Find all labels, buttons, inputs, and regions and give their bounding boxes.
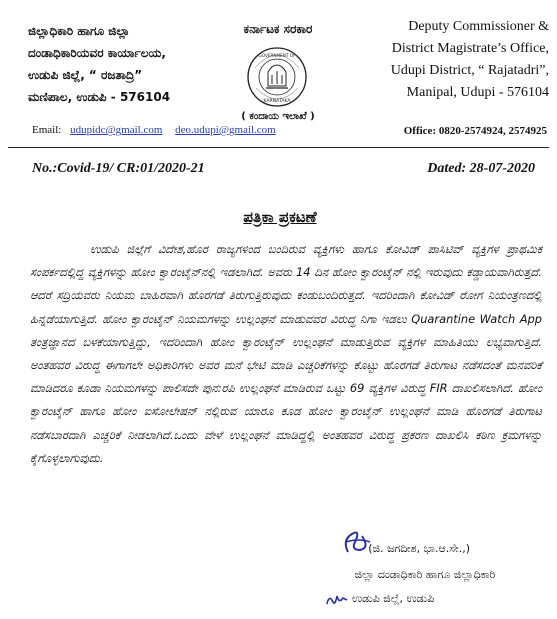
emblem-text-top: GOVERNMENT OF (258, 53, 296, 58)
header-left-line: ದಂಡಾಧಿಕಾರಿಯವರ ಕಾರ್ಯಾಲಯ, (28, 46, 166, 60)
email-link-2[interactable]: deo.udupi@gmail.com (175, 124, 276, 136)
signatory-name: (ಜಿ. ಜಗದೀಶ, ಭಾ.ಆ.ಸೇ.,) (368, 542, 470, 555)
header-right-line: Deputy Commissioner & (408, 19, 549, 34)
header-left-line: ಮಣಿಪಾಲ, ಉಡುಪಿ - 576104 (28, 90, 171, 104)
header-left (28, 20, 243, 108)
header-right-line: District Magistrate’s Office, (391, 41, 549, 56)
header-right-line: Manipal, Udupi - 576104 (406, 85, 549, 100)
reference-number: No.:Covid-19/ CR:01/2020-21 (32, 161, 205, 176)
office-phone: Office: 0820-2574924, 2574925 (403, 125, 547, 137)
header-divider (8, 147, 549, 148)
reference-date: Dated: 28-07-2020 (427, 161, 535, 176)
header-left-line: ಉಡುಪಿ ಜಿಲ್ಲೆ, “ ರಜತಾದ್ರಿ” (28, 68, 143, 82)
page-title: ಪತ್ರಿಕಾ ಪ್ರಕಟಣೆ (243, 208, 317, 226)
karnataka-emblem-icon (246, 46, 308, 108)
header-center-title: ಕರ್ನಾಟಕ ಸರಕಾರ (243, 22, 313, 36)
email-link-1[interactable]: udupidc@gmail.com (70, 124, 163, 136)
header-right-line: Udupi District, “ Rajatadri”, (390, 63, 549, 78)
email-label: Email: (32, 124, 62, 136)
initials-mark (325, 590, 349, 608)
header-right (335, 16, 549, 104)
emblem-text-bottom: KARNATAKA (263, 99, 291, 104)
signatory-district: ಉಡುಪಿ ಜಿಲ್ಲೆ, ಉಡುಪಿ (352, 592, 435, 605)
press-release-body: ಉಡುಪಿ ಜಿಲ್ಲೆಗೆ ವಿದೇಶ,ಹೊರ ರಾಜ್ಯಗಳಿಂದ ಬಂದಿರುವ ವ್ಯಕ್ತಿಗಳು ಹಾಗೂ ಕೋವಿಡ್ ಪಾಸಿಟಿವ್ ವ್ಯಕ್ತಿಗಳ ಪ್ರಾಥಮಿಕ ಸಂಪರ್ಕದಲ್ಲಿದ್ದ ವ್ಯಕ್ತಿಗಳನ್ನು ಹೋಂ ಕ್ವಾರಂಟೈನ್‌ನಲ್ಲಿ ಇಡಲಾಗಿದೆ. ಅವರು 14 ದಿನ ಹೋಂ ಕ್ವಾರಂಟೈನ್ ನಲ್ಲಿ ಇರುವುದು ಕಡ್ಡಾಯವಾಗಿರುತ್ತದೆ. ಆದರೆ ಸದ್ರಿಯವರು ನಿಯಮ ಬಾಹಿರವಾಗಿ ಹೊರಗಡೆ ತಿರುಗುತ್ತಿರುವುದು ಕಂಡುಬಂದಿರುತ್ತದೆ. ಇದರಿಂದಾಗಿ ಕೋವಿಡ್ ರೋಗ ನಿಯಂತ್ರಣದಲ್ಲಿ ಹಿನ್ನಡೆಯಾಗುತ್ತಿದೆ. ಹೋಂ ಕ್ವಾರಂಟೈನ್ ನಿಯಮಗಳನ್ನು ಉಲ್ಲಂಘನೆ ಮಾಡುವವರ ವಿರುದ್ಧ ನಿಗಾ ಇಡಲು Quarantine Watch App ತಂತ್ರಜ್ಞಾನದ ಬಳಕೆಯಾಗುತ್ತಿದ್ದು, ಇದರಿಂದಾಗಿ ಹೋಂ ಕ್ವಾರಂಟೈನ್ ಉಲ್ಲಂಘನೆ ಮಾಡುತ್ತಿರುವ ವ್ಯಕ್ತಿಗಳ ಮಾಹಿತಿಯು ಲಭ್ಯವಾಗುತ್ತಿದೆ. ಅಂತಹವರ ವಿರುದ್ಧ ಈಗಾಗಲೇ ಅಧಿಕಾರಿಗಳು ಅವರ ಮನೆ ಭೇಟಿ ಮಾಡಿ ಎಚ್ಚರಿಕೆಗಳನ್ನು ಕೊಟ್ಟು ಹೊರಗಡೆ ತಿರುಗಾಟ ನಡೆಸದಂತೆ ಮನವರಿಕೆ ಮಾಡಿದರೂ ಕೂಡಾ ನಿಯಮಗಳನ್ನು ಪಾಲಿಸದೇ ಪುನ:ರಪಿ ಉಲ್ಲಂಘನೆ ಮಾಡಿರುವ ಒಟ್ಟು 69 ವ್ಯಕ್ತಿಗಳ ವಿರುದ್ಧ FIR ದಾಖಲಿಸಲಾಗಿದೆ. ಹೋಂ ಕ್ವಾರಂಟೈನ್ ಹಾಗೂ ಹೋಂ ಐಸೋಲೇಷನ್ ನಲ್ಲಿರುವ ಯಾರೂ ಕೂಡ ಹೋಂ ಕ್ವಾರಂಟೈನ್ ಉಲ್ಲಂಘನೆ ಮಾಡಿ ಹೊರಗಡೆ ತಿರುಗಾಟ ನಡೆಸಬಾರದಾಗಿ ಎಚ್ಚರಿಕೆ ನೀಡಲಾಗಿದೆ.ಒಂದು ವೇಳೆ ಉಲ್ಲಂಘನೆ ಮಾಡಿದ್ದಲ್ಲಿ ಅಂತಹವರ ವಿರುದ್ಧ ಪ್ರಕರಣ ದಾಖಲಿಸಿ ಕಠಿಣ ಕ್ರಮಗಳನ್ನು ಕೈಗೊಳ್ಳಲಾಗುವುದು. (30, 242, 542, 465)
header-center-subtitle: ( ಕಂದಾಯ ಇಲಾಖೆ ) (241, 111, 315, 122)
contact-line (32, 124, 276, 136)
signatory-designation: ಜಿಲ್ಲಾ ದಂಡಾಧಿಕಾರಿ ಹಾಗೂ ಜಿಲ್ಲಾಧಿಕಾರಿ (354, 568, 496, 581)
header-left-line: ಜಿಲ್ಲಾಧಿಕಾರಿ ಹಾಗೂ ಜಿಲ್ಲಾ (28, 24, 130, 38)
